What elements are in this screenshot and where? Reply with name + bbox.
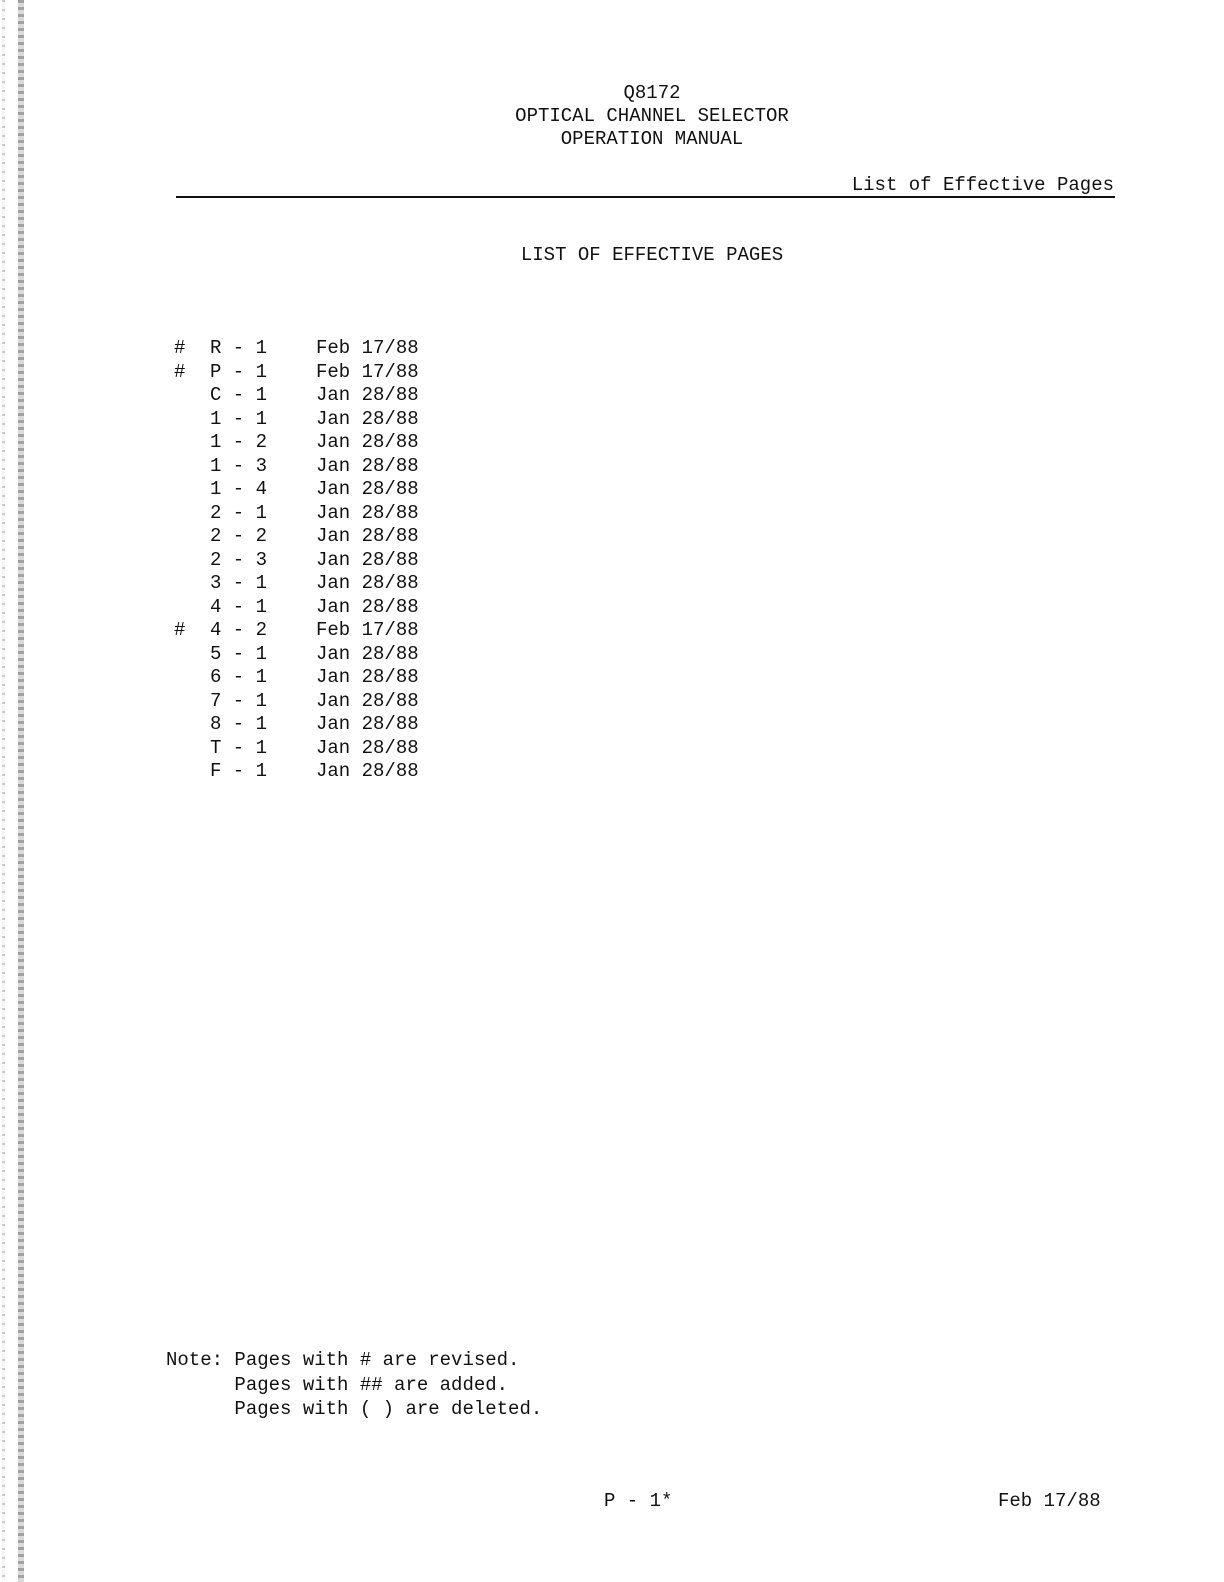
page-date: Jan 28/88: [316, 572, 419, 594]
page-number: 4 - 2: [210, 619, 268, 641]
page-number: 1 - 4: [210, 478, 268, 500]
doc-type: OPERATION MANUAL: [560, 128, 744, 150]
page-title: LIST OF EFFECTIVE PAGES: [520, 244, 784, 266]
page-number: 2 - 2: [210, 525, 268, 547]
doc-number: Q8172: [623, 82, 681, 104]
page-number: 5 - 1: [210, 642, 268, 665]
page-number: 7 - 1: [210, 689, 268, 712]
list-item: [170, 478, 440, 502]
revision-mark: #: [174, 619, 186, 641]
note-line-added: Pages with ## are added.: [166, 1373, 509, 1396]
page-number: 2 - 1: [210, 501, 268, 524]
page-date: Jan 28/88: [316, 760, 419, 782]
page-date: Jan 28/88: [316, 713, 419, 735]
page-number: 8 - 1: [210, 713, 268, 735]
revision-note: [166, 1348, 542, 1422]
page-number: 1 - 1: [210, 407, 268, 430]
page-date: Jan 28/88: [316, 595, 419, 618]
list-item: [170, 384, 440, 408]
footer-page-number: P - 1*: [604, 1490, 673, 1512]
page-number: 3 - 1: [210, 572, 268, 594]
page-date: Jan 28/88: [316, 736, 419, 759]
page-number: 1 - 3: [210, 454, 268, 477]
page-date: Feb 17/88: [316, 337, 419, 359]
binding-edge: [18, 0, 24, 1582]
list-item: [170, 361, 440, 385]
page-date: Jan 28/88: [316, 501, 419, 524]
list-item: [170, 549, 440, 573]
page-date: Jan 28/88: [316, 642, 419, 665]
revision-mark: #: [174, 360, 186, 383]
list-item: [170, 666, 440, 690]
document-header: [400, 82, 904, 151]
page-date: Jan 28/88: [316, 407, 419, 430]
list-item: [170, 760, 440, 784]
page-date: Feb 17/88: [316, 360, 419, 383]
note-line-deleted: Pages with ( ) are deleted.: [166, 1398, 543, 1420]
page-number: 2 - 3: [210, 548, 268, 571]
list-item: [170, 502, 440, 526]
page-date: Jan 28/88: [316, 525, 419, 547]
list-item: [170, 572, 440, 596]
page-date: Jan 28/88: [316, 454, 419, 477]
page-number: P - 1: [210, 360, 268, 383]
revision-mark: #: [174, 337, 186, 359]
list-item: [170, 643, 440, 667]
page-number: C - 1: [210, 384, 268, 406]
page-number: F - 1: [210, 760, 268, 782]
list-item: [170, 619, 440, 643]
section-label: List of Effective Pages: [851, 174, 1114, 196]
effective-pages-list: [170, 337, 440, 784]
page-date: Jan 28/88: [316, 431, 419, 453]
page-date: Jan 28/88: [316, 689, 419, 712]
note-line-revised: Note: Pages with # are revised.: [166, 1349, 520, 1371]
page-date: Jan 28/88: [316, 666, 419, 688]
page-date: Jan 28/88: [316, 384, 419, 406]
list-item: [170, 690, 440, 714]
footer-date: Feb 17/88: [998, 1490, 1101, 1512]
list-item: [170, 713, 440, 737]
list-item: [170, 455, 440, 479]
list-item: [170, 596, 440, 620]
doc-subject: OPTICAL CHANNEL SELECTOR: [515, 105, 789, 127]
list-item: [170, 337, 440, 361]
page-number: 6 - 1: [210, 666, 268, 688]
page-number: R - 1: [210, 337, 268, 359]
list-item: [170, 408, 440, 432]
header-rule: [176, 196, 1115, 198]
binding-edge-shadow: [2, 0, 5, 1582]
list-item: [170, 737, 440, 761]
page-number: 1 - 2: [210, 431, 268, 453]
page-date: Jan 28/88: [316, 478, 419, 500]
page-date: Jan 28/88: [316, 548, 419, 571]
page-number: T - 1: [210, 736, 268, 759]
list-item: [170, 431, 440, 455]
list-item: [170, 525, 440, 549]
page-date: Feb 17/88: [316, 619, 419, 641]
page-number: 4 - 1: [210, 595, 268, 618]
